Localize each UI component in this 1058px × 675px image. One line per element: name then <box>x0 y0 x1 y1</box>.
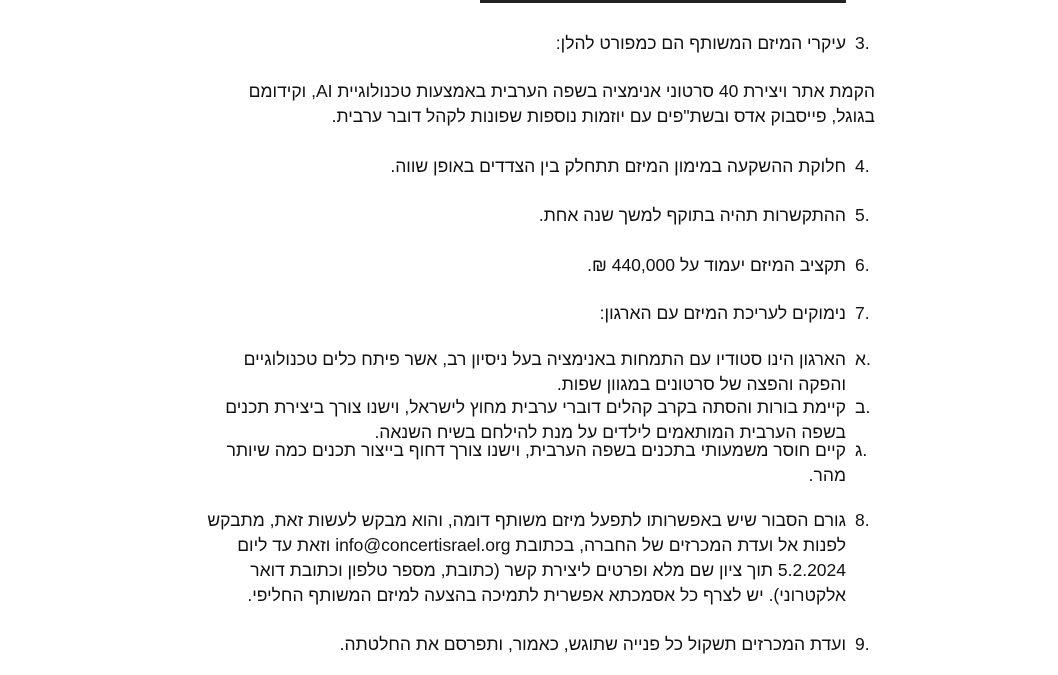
section-text: חלוקת ההשקעה במימון המיזם תתחלק בין הצדדים באופן שווה. <box>390 156 846 176</box>
subsection-letter: א. <box>855 349 871 369</box>
section-number: 6. <box>855 255 870 275</box>
section-text: נימוקים לעריכת המיזם עם הארגון: <box>599 303 846 323</box>
subsection-letter: ב. <box>855 397 871 417</box>
section-number: 7. <box>855 303 870 323</box>
subsection-text: קיים חוסר משמעותי בתכנים בשפה הערבית, וישנו צורך דחוף בייצור תכנים כמה שיותר מהר. <box>226 440 846 485</box>
section-number: 3. <box>855 33 870 53</box>
subsection-text: קיימת בורות והסתה בקרב קהלים דוברי ערבית מחוץ לישראל, וישנו צורך ביצירת תכנים בשפה הערבית המותאמים לילדים על מנת להילחם בשיח השנאה. <box>225 397 846 442</box>
section-text: ועדת המכרזים תשקול כל פנייה שתוגש, כאמור, ותפרסם את החלטתה. <box>339 634 846 654</box>
section-number: 4. <box>855 156 870 176</box>
section-text: תקציב המיזם יעמוד על 440,000 ₪. <box>587 255 846 275</box>
subsection-letter: ג. <box>855 440 868 460</box>
section-text: גורם הסבור שיש באפשרותו לתפעל מיזם משותף דומה, והוא מבקש לעשות זאת, מתבקש לפנות אל ועדת המכרזים של החברה, בכתובת info@concertisrael.org וזאת עד ליום 5.2.2024 תוך ציון שם מלא ופרטים ליצירת קשר (כתובת, מספר טלפון וכתובת דואר אלקטרוני). יש לצרף כל אסמכתא אפשרית לתמיכה בהצעה למיזם המשותף החליפי. <box>207 510 846 605</box>
cut-off-previous-line <box>480 0 846 6</box>
section-number: 8. <box>855 510 870 530</box>
section-number: 9. <box>855 634 870 654</box>
section-text: ההתקשרות תהיה בתוקף למשך שנה אחת. <box>538 205 846 225</box>
section-body-text: הקמת אתר ויצירת 40 סרטוני אנימציה בשפה הערבית באמצעות טכנולוגיית AI, וקידומם בגוגל, פייסבוק אדס ובשת"פים עם יוזמות נוספות שפונות לקהל דובר ערבית. <box>248 81 875 126</box>
subsection-text: הארגון הינו סטודיו עם התמחות באנימציה בעל ניסיון רב, אשר פיתח כלים טכנולוגיים והפקה והפצה של סרטונים במגוון שפות. <box>243 349 846 394</box>
section-number: 5. <box>855 205 870 225</box>
section-text: עיקרי המיזם המשותף הם כמפורט להלן: <box>555 33 846 53</box>
